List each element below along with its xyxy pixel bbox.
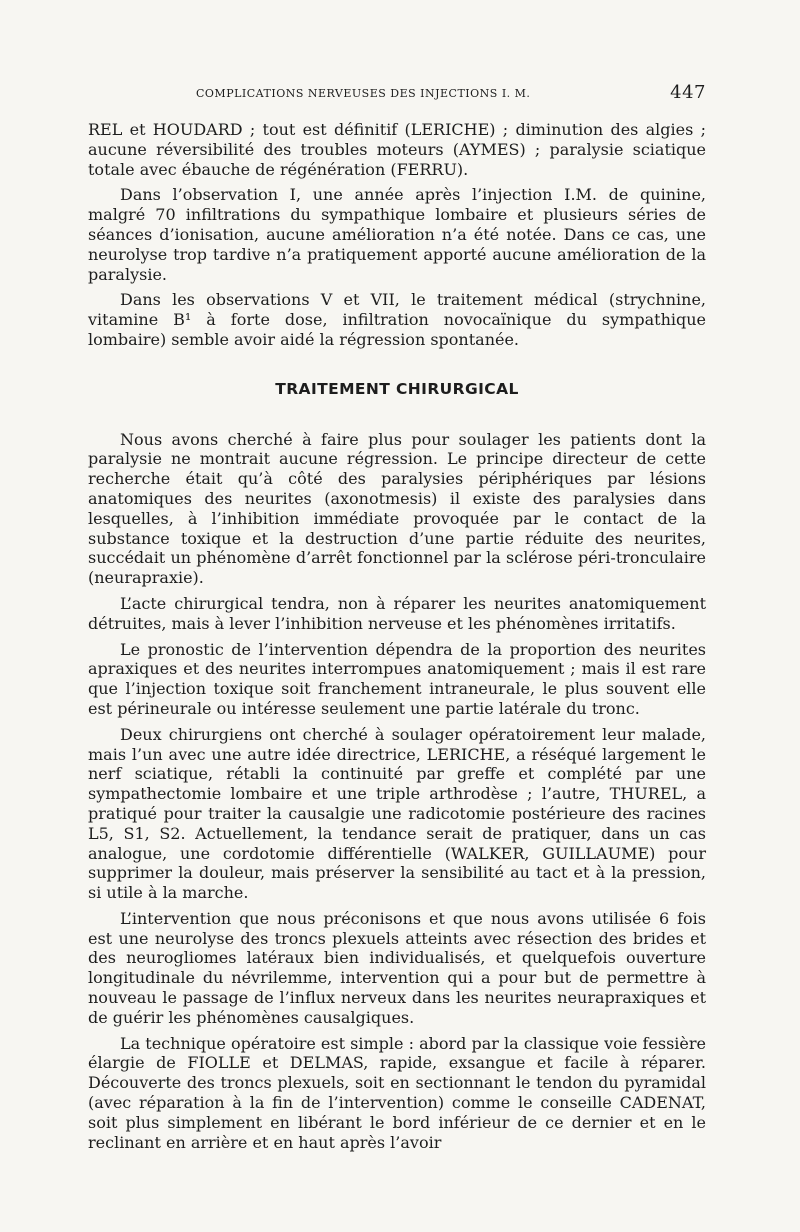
paragraph: Dans les observations V et VII, le traitement médical (strychnine, vitamine B¹ à forte dose, infiltration novocaïnique du sympathique lombaire) semble avoir aidé la régression spontanée. [88,290,706,349]
page-number: 447 [670,82,706,103]
running-head [196,82,706,106]
paragraph: L’intervention que nous préconisons et que nous avons utilisée 6 fois est une neurolyse des troncs plexuels atteints avec résection des brides et des neurogliomes latéraux bien individualisés, et quelquefois ouverture longitudinale du névrilemme, intervention qui a pour but de permettre à nouveau le passage de l’influx nerveux dans les neurites neurapraxiques et de guérir les phénomènes causalgiques. [88,908,706,1027]
paragraph: Deux chirurgiens ont cherché à soulager opératoirement leur malade, mais l’un avec une autre idée directrice, LERICHE, a réséqué largement le nerf sciatique, rétabli la continuité par greffe et complété par une sympathectomie lombaire et une triple arthrodèse ; l’autre, THUREL, a pratiqué pour traiter la causalgie une radicotomie postérieure des racines L5, S1, S2. Actuellement, la tendance serait de pratiquer, dans un cas analogue, une cordotomie différentielle (WALKER, GUILLAUME) pour supprimer la douleur, mais préserver la sensibilité au tact et à la pression, si utile à la marche. [88,724,706,903]
section-heading: TRAITEMENT CHIRURGICAL [275,379,519,398]
body-text [88,120,706,1158]
paragraph: La technique opératoire est simple : abord par la classique voie fessière élargie de FIOLLE et DELMAS, rapide, exsangue et facile à réparer. Découverte des troncs plexuels, soit en sectionnant le tendon du pyramidal (avec réparation à la fin de l’intervention) comme le conseille CADENAT, soit plus simplement en libérant le bord inférieur de ce dernier et en le reclinant en arrière et en haut après l’avoir [88,1033,706,1152]
paragraph: L’acte chirurgical tendra, non à réparer les neurites anatomiquement détruites, mais à lever l’inhibition nerveuse et les phénomènes irritatifs. [88,593,706,633]
paragraph: Nous avons cherché à faire plus pour soulager les patients dont la paralysie ne montrait aucune régression. Le principe directeur de cette recherche était qu’à côté des paralysies périphériques par lésions anatomiques des neurites (axonotmesis) il existe des paralysies dans lesquelles, à l’inhibition immédiate provoquée par le contact de la substance toxique et la destruction d’une partie réduite des neurites, succédait un phénomène d’arrêt fonctionnel par la sclérose péri-tronculaire (neurapraxie). [88,429,706,588]
running-title: COMPLICATIONS NERVEUSES DES INJECTIONS I. M. [196,87,531,100]
paragraph: Le pronostic de l’intervention dépendra de la proportion des neurites apraxiques et des neurites interrompues anatomiquement ; mais il est rare que l’injection toxique soit franchement intraneurale, le plus souvent elle est périneurale ou intéresse seulement une partie latérale du tronc. [88,639,706,718]
paragraph: Dans l’observation I, une année après l’injection I.M. de quinine, malgré 70 infiltrations du sympathique lombaire et plusieurs séries de séances d’ionisation, aucune amélioration n’a été notée. Dans ce cas, une neurolyse trop tardive n’a pratiquement apporté aucune amélioration de la paralysie. [88,185,706,284]
paragraph: REL et HOUDARD ; tout est définitif (LERICHE) ; diminution des algies ; aucune réversibilité des troubles moteurs (AYMES) ; paralysie sciatique totale avec ébauche de régénération (FERRU). [88,120,706,179]
